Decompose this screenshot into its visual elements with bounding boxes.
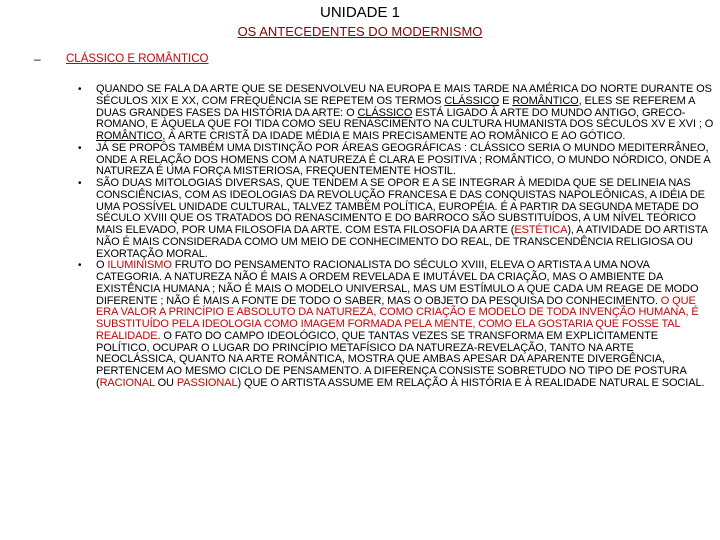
bullet-text: . O FATO DO CAMPO IDEOLÓGICO, QUE TANTAS VEZES SE TRANSFORMA EM EXPLICITAMENTE POLÍTICO, OCUPAR O LUGAR DO PRINCÍPIO METAFÍSICO DA NATUREZA-REVELAÇÃO, TANTO NA ARTE NEOCLÁSSICA, QUANTO NA ARTE ROMÂNTICA, MOSTRA QUE AMBAS APESAR DA APARENTE DIVERGÊNCIA, PERTENCEM AO MESMO CICLO DE PENSAMENTO. A DIFERENÇA CONSISTE SOBRETUDO NO TIPO DE POSTURA (	[96, 329, 687, 389]
bullet-text: ESTÁ LIGADO À ARTE DO MUNDO ANTIGO, GRECO-ROMANO, E ÀQUELA QUE FOI TIDA COMO SEU RENASCIMENTO NA CULTURA HUMANISTA DOS SÉCULOS XV E XVI ; O	[96, 106, 714, 131]
bullet-item-4	[78, 259, 714, 389]
highlighted-passage: O QUE ERA VALOR A PRINCÍPIO E ABSOLUTO DA NATUREZA, COMO CRIAÇÃO E MODELO DE TODA INVENÇÃO HUMANA, É SUBSTITUÍDO PELA IDEOLOGIA COMO IMAGEM FORMADA PELA MENTE, COMO ELA GOSTARIA QUE FOSSE TAL REALIDADE	[96, 294, 699, 342]
bullet-item-2	[78, 141, 714, 178]
bullet-text: ), A ATIVIDADE DO ARTISTA NÃO É MAIS CONSIDERADA COMO UM MEIO DE CONHECIMENTO DO REAL, DE TRANSCENDÊNCIA RELIGIOSA OU EXORTAÇÃO MORAL.	[96, 224, 708, 260]
bullet-text: E	[499, 94, 513, 107]
bullet-glyph: •	[78, 260, 82, 272]
bullet-text: JÁ SE PROPÔS TAMBÉM UMA DISTINÇÃO POR ÁREAS GEOGRÁFICAS : CLÁSSICO SERIA O MUNDO MEDITERRÂNEO, ONDE A RELAÇÃO DOS HOMENS COM A NATUREZA É CLARA E POSITIVA ; ROMÂNTICO, O MUNDO NÓRDICO, ONDE A NATUREZA É UMA FORÇA MISTERIOSA, FREQUENTEMENTE HOSTIL.	[96, 141, 711, 178]
bullet-text: , ELES SE REFEREM A DUAS GRANDES FASES DA HISTÓRIA DA ARTE: O	[96, 94, 695, 119]
section-dash: –	[34, 52, 41, 66]
term-classico: CLÁSSICO	[444, 94, 500, 107]
bullet-item-1	[78, 83, 714, 143]
bullet-glyph: •	[78, 142, 82, 154]
term-estetica: ESTÉTICA	[514, 224, 568, 236]
bullet-item-3	[78, 177, 714, 260]
bullet-glyph: •	[78, 84, 82, 95]
term-classico: CLÁSSICO	[357, 106, 413, 119]
bullet-glyph: •	[78, 178, 82, 189]
term-romantico: ROMÂNTICO	[96, 130, 163, 142]
bullet-text: , À ARTE CRISTÃ DA IDADE MÉDIA E MAIS PRECISAMENTE AO ROMÂNICO E AO GÓTICO.	[162, 130, 626, 142]
term-iluminismo: ILUMINISMO	[107, 259, 172, 272]
bullet-list	[78, 83, 714, 390]
bullet-text: O	[96, 259, 108, 272]
bullet-text: FRUTO DO PENSAMENTO RACIONALISTA DO SÉCULO XVIII, ELEVA O ARTISTA A UMA NOVA CATEGORIA. A NATUREZA NÃO É MAIS A ORDEM REVELADA E IMUTÁVEL DA CRIAÇÃO, MAS O AMBIENTE DA EXISTÊNCIA HUMANA ; NÃO É MAIS O MODELO UNIVERSAL, MAS UM ESTÍMULO A QUE CADA UM REAGE DE MODO DIFERENTE ; NÃO É MAIS A FONTE DE TODO O SABER, MAS O OBJETO DA PESQUISA DO CONHECIMENTO.	[96, 259, 699, 307]
term-passional: PASSIONAL	[176, 376, 238, 389]
section-heading: CLÁSSICO E ROMÂNTICO	[66, 53, 209, 65]
bullet-text: OU	[154, 376, 177, 389]
term-racional: RACIONAL	[99, 376, 155, 389]
term-romantico: ROMÂNTICO	[512, 94, 579, 107]
bullet-text: QUANDO SE FALA DA ARTE QUE SE DESENVOLVEU NA EUROPA E MAIS TARDE NA AMÉRICA DO NORTE DURANTE OS SÉCULOS XIX E XX, COM FREQUÊNCIA SE REPETEM OS TERMOS	[96, 83, 712, 107]
bullet-text: ) QUE O ARTISTA ASSUME EM RELAÇÃO À HISTÓRIA E À REALIDADE NATURAL E SOCIAL.	[237, 376, 705, 389]
slide-title: UNIDADE 1	[319, 4, 401, 21]
slide-subtitle: OS ANTECEDENTES DO MODERNISMO	[237, 24, 483, 39]
bullet-text: SÃO DUAS MITOLOGIAS DIVERSAS, QUE TENDEM A SE OPOR E A SE INTEGRAR À MEDIDA QUE SE DELINEIA NAS CONSCIÊNCIAS, COM AS IDEOLOGIAS DA REVOLUÇÃO FRANCESA E DAS CONQUISTAS NAPOLEÔNICAS, A IDÉIA DE UMA POSSÍVEL UNIDADE CULTURAL, TALVEZ TAMBÉM POLÍTICA, EUROPÉIA. É A PARTIR DA SEGUNDA METADE DO SÉCULO XVIII QUE OS TRATADOS DO RENASCIMENTO E DO BARROCO SÃO SUBSTITUÍDOS, A UM NÍVEL TEÓRICO MAIS ELEVADO, POR UMA FILOSOFIA DA ARTE. COM ESTA FILOSOFIA DA ARTE (	[96, 177, 705, 236]
